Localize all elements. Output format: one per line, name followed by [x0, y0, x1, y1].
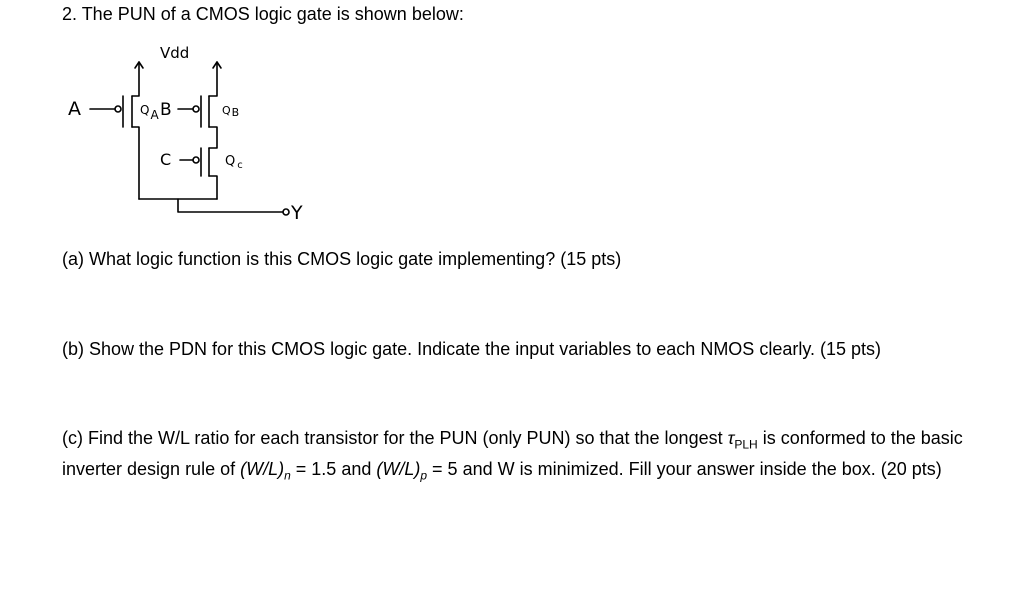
input-c-label: C	[160, 150, 172, 169]
wl-n-expression: (W/L)	[240, 459, 285, 479]
part-b-question: (b) Show the PDN for this CMOS logic gate. Indicate the input variables to each NMOS clearly. (15 pts)	[62, 339, 882, 359]
qa-source-wire	[132, 127, 139, 199]
qa-gate-bubble	[115, 106, 121, 112]
pun-circuit-diagram	[0, 0, 1024, 240]
part-a-question: (a) What logic function is this CMOS logic gate implementing? (15 pts)	[62, 249, 622, 269]
vdd-label: Vdd	[160, 44, 190, 62]
output-terminal	[283, 209, 289, 215]
qb-label: QB	[222, 104, 240, 119]
input-a-label: A	[68, 98, 81, 120]
qc-gate-bubble	[193, 157, 199, 163]
qa-label: QA	[140, 103, 159, 122]
part-c-question: (c) Find the W/L ratio for each transistor for the PUN (only PUN) so that the longest $\tau_{PLH}$ is conformed to the basic inverter design rule of $(W/L)_n = 1.5$ and $(W/L)_p = 5$ and W is minimized. Fill your answer inside the box. (20 pts)	[62, 428, 963, 483]
wl-p-expression: (W/L)	[376, 459, 421, 479]
qb-qc-wire	[209, 127, 217, 148]
qc-source-wire	[209, 176, 217, 199]
output-wire	[178, 199, 283, 212]
output-y-label: Y	[291, 202, 303, 224]
input-b-label: B	[160, 100, 172, 120]
qb-gate-bubble	[193, 106, 199, 112]
question-title: 2. The PUN of a CMOS logic gate is shown below:	[62, 4, 464, 24]
tau-symbol: τ	[727, 428, 735, 448]
qc-label: Q $_c$	[225, 154, 243, 171]
